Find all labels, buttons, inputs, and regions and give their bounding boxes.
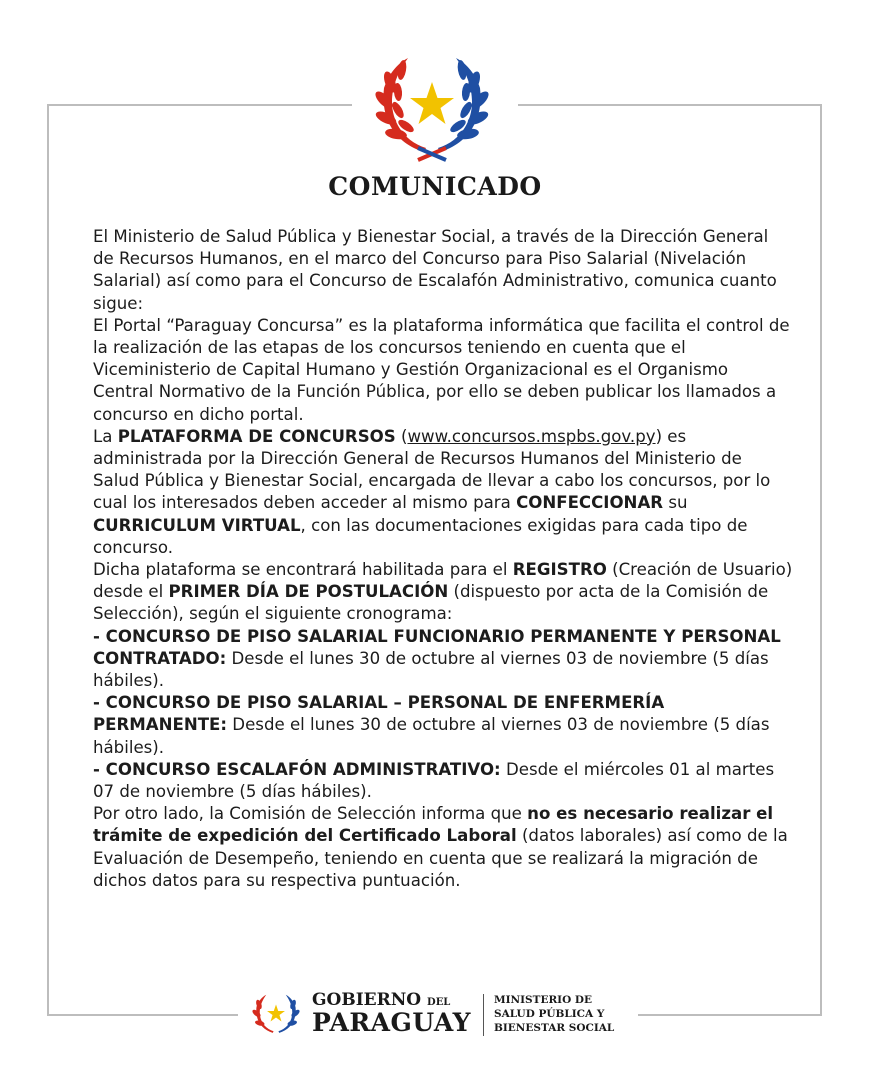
paragraph bbox=[93, 803, 793, 892]
paragraph bbox=[93, 559, 793, 626]
bold-text: PRIMER DÍA DE POSTULACIÓN bbox=[168, 582, 449, 602]
del-word: DEL bbox=[427, 997, 451, 1008]
ministerio-label bbox=[494, 993, 614, 1035]
footer-crest-icon bbox=[250, 990, 302, 1040]
bold-text: - CONCURSO DE PISO SALARIAL – PERSONAL DE ENFERMERÍA PERMANENTE: bbox=[93, 693, 665, 735]
text-run: Desde el lunes 30 de octubre al viernes 03 de noviembre (5 días hábiles). bbox=[93, 715, 770, 757]
text-run: Dicha plataforma se encontrará habilitada para el bbox=[93, 560, 513, 580]
footer-logo bbox=[250, 988, 640, 1044]
text-run: Por otro lado, la Comisión de Selección informa que bbox=[93, 804, 528, 824]
text-run: (Creación de Usuario) desde el bbox=[93, 560, 793, 602]
announcement-body bbox=[93, 226, 793, 892]
text-run: (dispuesto por acta de la Comisión de Selección), según el siguiente cronograma: bbox=[93, 582, 769, 624]
website-link[interactable]: www.concursos.mspbs.gov.py bbox=[407, 426, 656, 446]
text-run: El Portal “Paraguay Concursa” es la plataforma informática que facilita el control de la realización de las etapas de los concursos teniendo en cuenta que el Viceministerio de Capital Humano y Gestión Organizacional es el Organismo Central Normativo de la Función Pública, por ello se deben publicar los llamados a concurso en dicho portal. bbox=[93, 315, 790, 424]
page-title: COMUNICADO bbox=[328, 172, 542, 201]
bold-text: CONFECCIONAR bbox=[516, 493, 664, 513]
paragraph bbox=[93, 226, 793, 315]
text-run: ( bbox=[395, 426, 408, 446]
footer-divider bbox=[483, 994, 484, 1036]
text-run: Desde el lunes 30 de octubre al viernes 03 de noviembre (5 días hábiles). bbox=[93, 648, 769, 691]
ministerio-line-1: MINISTERIO DE bbox=[494, 994, 592, 1006]
gobierno-word: GOBIERNO bbox=[312, 990, 422, 1010]
paragraph bbox=[93, 315, 793, 426]
text-run: El Ministerio de Salud Pública y Bienestar Social, a través de la Dirección General de Recursos Humanos, en el marco del Concurso para Piso Salarial (Nivelación Salarial) así como para el Concurso de Escalafón Administrativo, comunica cuanto sigue: bbox=[93, 227, 777, 313]
paraguay-label: PARAGUAY bbox=[312, 1008, 471, 1037]
text-run: La bbox=[93, 426, 118, 446]
text-run: , con las documentaciones exigidas para cada tipo de concurso. bbox=[93, 515, 748, 557]
bold-text: - CONCURSO DE PISO SALARIAL FUNCIONARIO PERMANENTE Y PERSONAL CONTRATADO: bbox=[93, 626, 781, 668]
paraguay-crest-icon bbox=[368, 52, 496, 164]
text-run: su bbox=[663, 493, 688, 513]
ministerio-line-3: BIENESTAR SOCIAL bbox=[494, 1022, 615, 1034]
bold-text: REGISTRO bbox=[512, 560, 607, 580]
bold-text: no es necesario realizar el trámite de expedición del Certificado Laboral bbox=[93, 804, 774, 846]
paragraph bbox=[93, 692, 793, 759]
bold-text: CURRICULUM VIRTUAL bbox=[93, 515, 301, 535]
gobierno-label bbox=[312, 990, 450, 1010]
bold-text: - CONCURSO ESCALAFÓN ADMINISTRATIVO: bbox=[93, 759, 501, 779]
ministerio-line-2: SALUD PÚBLICA Y bbox=[494, 1008, 605, 1020]
paragraph bbox=[93, 759, 793, 803]
text-run: ) es administrada por la Dirección General de Recursos Humanos del Ministerio de Salud Pública y Bienestar Social, encargada de llevar a cabo los concursos, por lo cual los interesados deben acceder al mismo para bbox=[93, 426, 771, 513]
paragraph bbox=[93, 626, 793, 693]
bold-text: PLATAFORMA DE CONCURSOS bbox=[117, 426, 396, 446]
paragraph bbox=[93, 426, 793, 559]
text-run: Desde el miércoles 01 al martes 07 de noviembre (5 días hábiles). bbox=[93, 759, 775, 802]
text-run: (datos laborales) así como de la Evaluación de Desempeño, teniendo en cuenta que se realizará la migración de dichos datos para su respectiva puntuación. bbox=[93, 826, 788, 890]
